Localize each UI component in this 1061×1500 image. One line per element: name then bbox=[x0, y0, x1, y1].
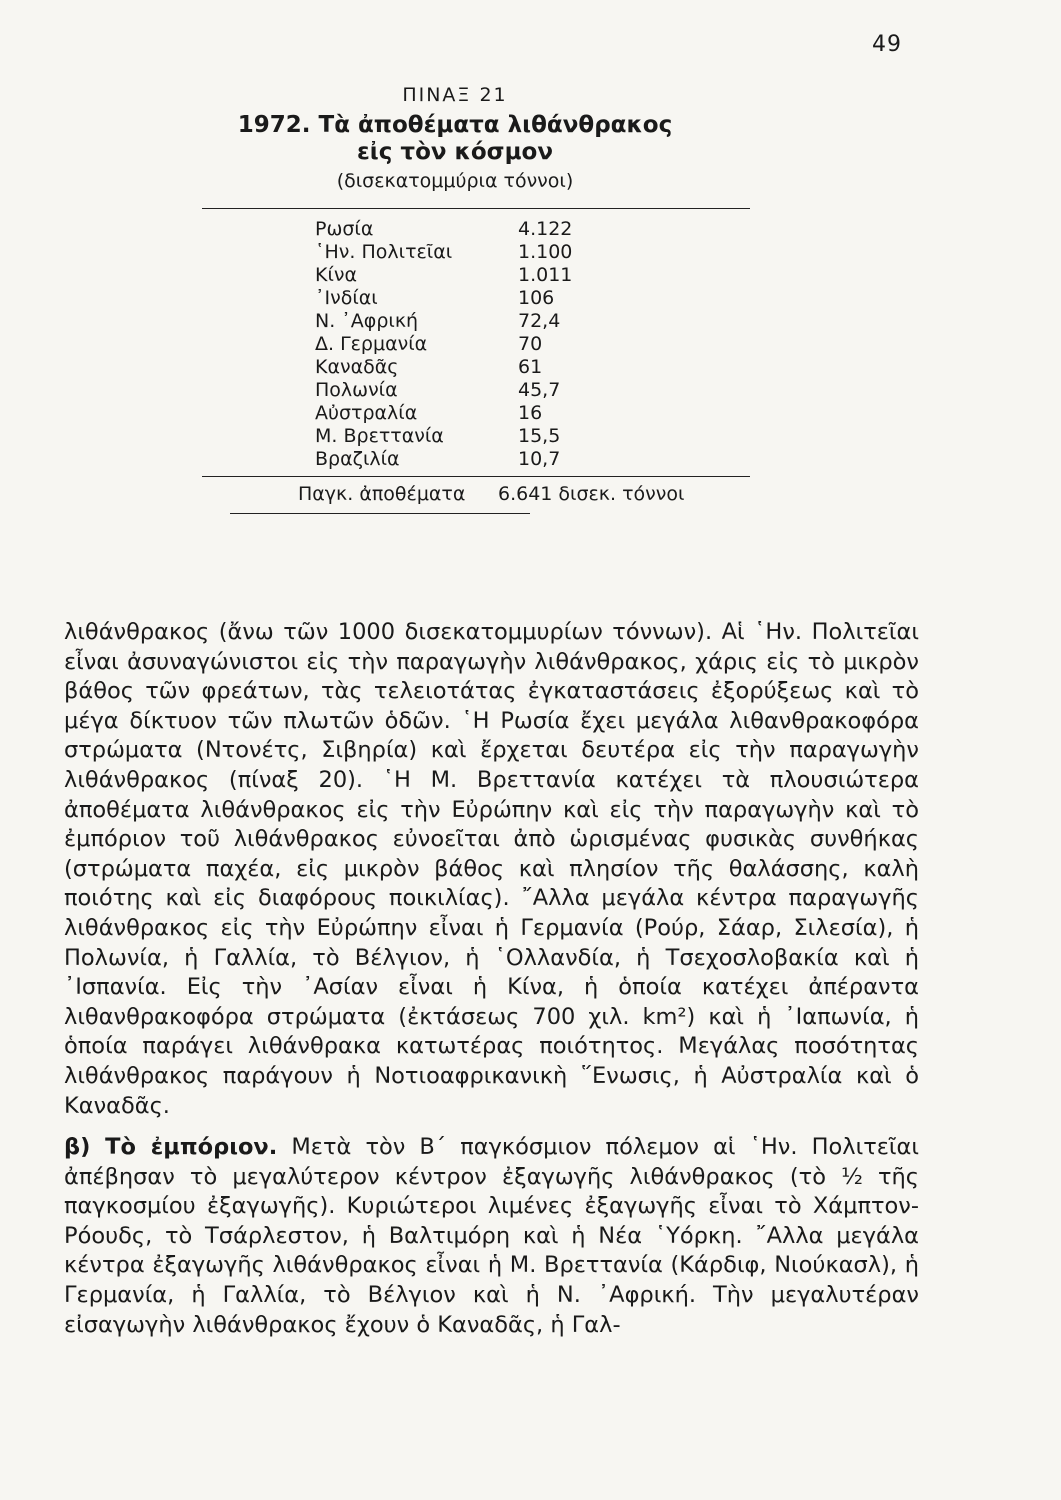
row-country: Αὐστραλία bbox=[315, 401, 418, 424]
row-country: Μ. Βρεττανία bbox=[315, 424, 444, 447]
table-total-row bbox=[190, 477, 760, 513]
row-value: 70 bbox=[518, 332, 543, 355]
row-value: 106 bbox=[518, 286, 555, 309]
table-title-line1: 1972. Τὰ ἀποθέματα λιθάνθρακος bbox=[237, 112, 673, 138]
paragraph-production: λιθάνθρακος (ἄνω τῶν 1000 δισεκατομμυρίων τόννων). Αἱ ῾Ην. Πολιτεῖαι εἶναι ἀσυναγώνιστοι εἰς τὴν παραγωγὴν λιθάνθρακος, χάρις εἰς τὸ μικρὸν βάθος τῶν φρεάτων, τὰς τελειοτάτας ἐγκαταστάσεις ἐξορύξεως καὶ τὸ μέγα δίκτυον τῶν πλωτῶν ὁδῶν. ῾Η Ρωσία ἔχει μεγάλα λιθανθρακοφόρα στρώματα (Ντονέτς, Σιβηρία) καὶ ἔρχεται δευτέρα εἰς τὴν παραγωγὴν λιθάνθρακος (πίναξ 20). ῾Η Μ. Βρεττανία κατέχει τὰ πλουσιώτερα ἀποθέματα λιθάνθρακος εἰς τὴν Εὐρώπην καὶ εἰς τὴν παραγωγὴν καὶ τὸ ἐμπόριον τοῦ λιθάνθρακος εὐνοεῖται ἀπὸ ὡρισμένας φυσικὰς συνθήκας (στρώματα παχέα, εἰς μικρὸν βάθος καὶ πλησίον τῆς θαλάσσης, καλὴ ποιότης καὶ εἰς διαφόρους ποικιλίας). ῎Αλλα μεγάλα κέντρα παραγωγῆς λιθάνθρακος εἰς τὴν Εὐρώπην εἶναι ἡ Γερμανία (Ρούρ, Σάαρ, Σιλεσία), ἡ Πολωνία, ἡ Γαλλία, τὸ Βέλγιον, ἡ ῾Ολλανδία, ἡ Τσεχοσλοβακία καὶ ἡ ᾿Ισπανία. Εἰς τὴν ᾿Ασίαν εἶναι ἡ Κίνα, ἡ ὁποία κατέχει ἀπέραντα λιθανθρακοφόρα στρώματα (ἐκτάσεως 700 χιλ. km²) καὶ ἡ ᾿Ιαπωνία, ἡ ὁποία παράγει λιθάνθρακα κατωτέρας ποιότητος. Μεγάλας ποσότητας λιθάνθρακος παράγουν ἡ Νοτιοαφρικανικὴ ῞Ενωσις, ἡ Αὐστραλία καὶ ὁ Καναδᾶς. bbox=[64, 619, 919, 1119]
total-value: 6.641 δισεκ. τόννοι bbox=[498, 483, 685, 505]
table-row bbox=[190, 309, 760, 332]
table-bottom-rule bbox=[230, 513, 530, 514]
row-value: 10,7 bbox=[518, 447, 561, 470]
table-title-line2: εἰς τὸν κόσμον bbox=[356, 139, 553, 165]
row-country: ᾿Ινδίαι bbox=[315, 286, 378, 309]
paragraph-trade bbox=[64, 1133, 919, 1340]
table-row bbox=[190, 332, 760, 355]
table-row bbox=[190, 355, 760, 378]
row-value: 4.122 bbox=[518, 217, 573, 240]
table-row bbox=[190, 286, 760, 309]
row-country: ῾Ην. Πολιτεῖαι bbox=[315, 240, 453, 263]
table-unit: (δισεκατομμύρια τόννοι) bbox=[336, 170, 574, 192]
row-value: 72,4 bbox=[518, 309, 561, 332]
row-country: Καναδᾶς bbox=[315, 355, 399, 378]
table-rows bbox=[190, 217, 760, 470]
row-value: 1.100 bbox=[518, 240, 573, 263]
row-value: 61 bbox=[518, 355, 543, 378]
section-heading-trade: β) Τὸ ἐμπόριον. bbox=[64, 1134, 278, 1161]
table-row bbox=[190, 424, 760, 447]
row-value: 45,7 bbox=[518, 378, 561, 401]
table-row bbox=[190, 263, 760, 286]
table-row bbox=[190, 240, 760, 263]
row-country: Βραζιλία bbox=[315, 447, 400, 470]
table-row bbox=[190, 447, 760, 470]
row-country: Πολωνία bbox=[315, 378, 398, 401]
table-label: ΠΙΝΑΞ 21 bbox=[402, 84, 508, 106]
table-top-rule bbox=[202, 208, 750, 209]
row-country: Κίνα bbox=[315, 263, 358, 286]
total-label: Παγκ. ἀποθέματα bbox=[298, 483, 466, 505]
row-value: 15,5 bbox=[518, 424, 561, 447]
body-text bbox=[64, 618, 919, 1340]
row-country: Ν. ᾿Αφρική bbox=[315, 309, 419, 332]
paragraph-trade-text: Μετὰ τὸν Β΄ παγκόσμιον πόλεμον αἱ ῾Ην. Πολιτεῖαι ἀπέβησαν τὸ μεγαλύτερον κέντρον ἐξαγωγῆς λιθάνθρακος (τὸ ½ τῆς παγκοσμίου ἐξαγωγῆς). Κυριώτεροι λιμένες ἐξαγωγῆς εἶναι τὸ Χάμπτον-Ρόουδς, τὸ Τσάρλεστον, ἡ Βαλτιμόρη καὶ ἡ Νέα ῾Υόρκη. ῎Αλλα μεγάλα κέντρα ἐξαγωγῆς λιθάνθρακος εἶναι ἡ Μ. Βρεττανία (Κάρδιφ, Νιούκασλ), ἡ Γερμανία, ἡ Γαλλία, τὸ Βέλγιον καὶ ἡ Ν. ᾿Αφρική. Τὴν μεγαλυτέραν εἰσαγωγὴν λιθάνθρακος ἔχουν ὁ Καναδᾶς, ἡ Γαλ- bbox=[64, 1134, 919, 1338]
table-title bbox=[150, 112, 760, 166]
table-row bbox=[190, 217, 760, 240]
row-value: 16 bbox=[518, 401, 543, 424]
row-country: Ρωσία bbox=[315, 217, 374, 240]
page-number: 49 bbox=[872, 32, 902, 57]
row-value: 1.011 bbox=[518, 263, 573, 286]
table-row bbox=[190, 378, 760, 401]
row-country: Δ. Γερμανία bbox=[315, 332, 428, 355]
coal-reserves-table bbox=[190, 84, 760, 514]
table-row bbox=[190, 401, 760, 424]
